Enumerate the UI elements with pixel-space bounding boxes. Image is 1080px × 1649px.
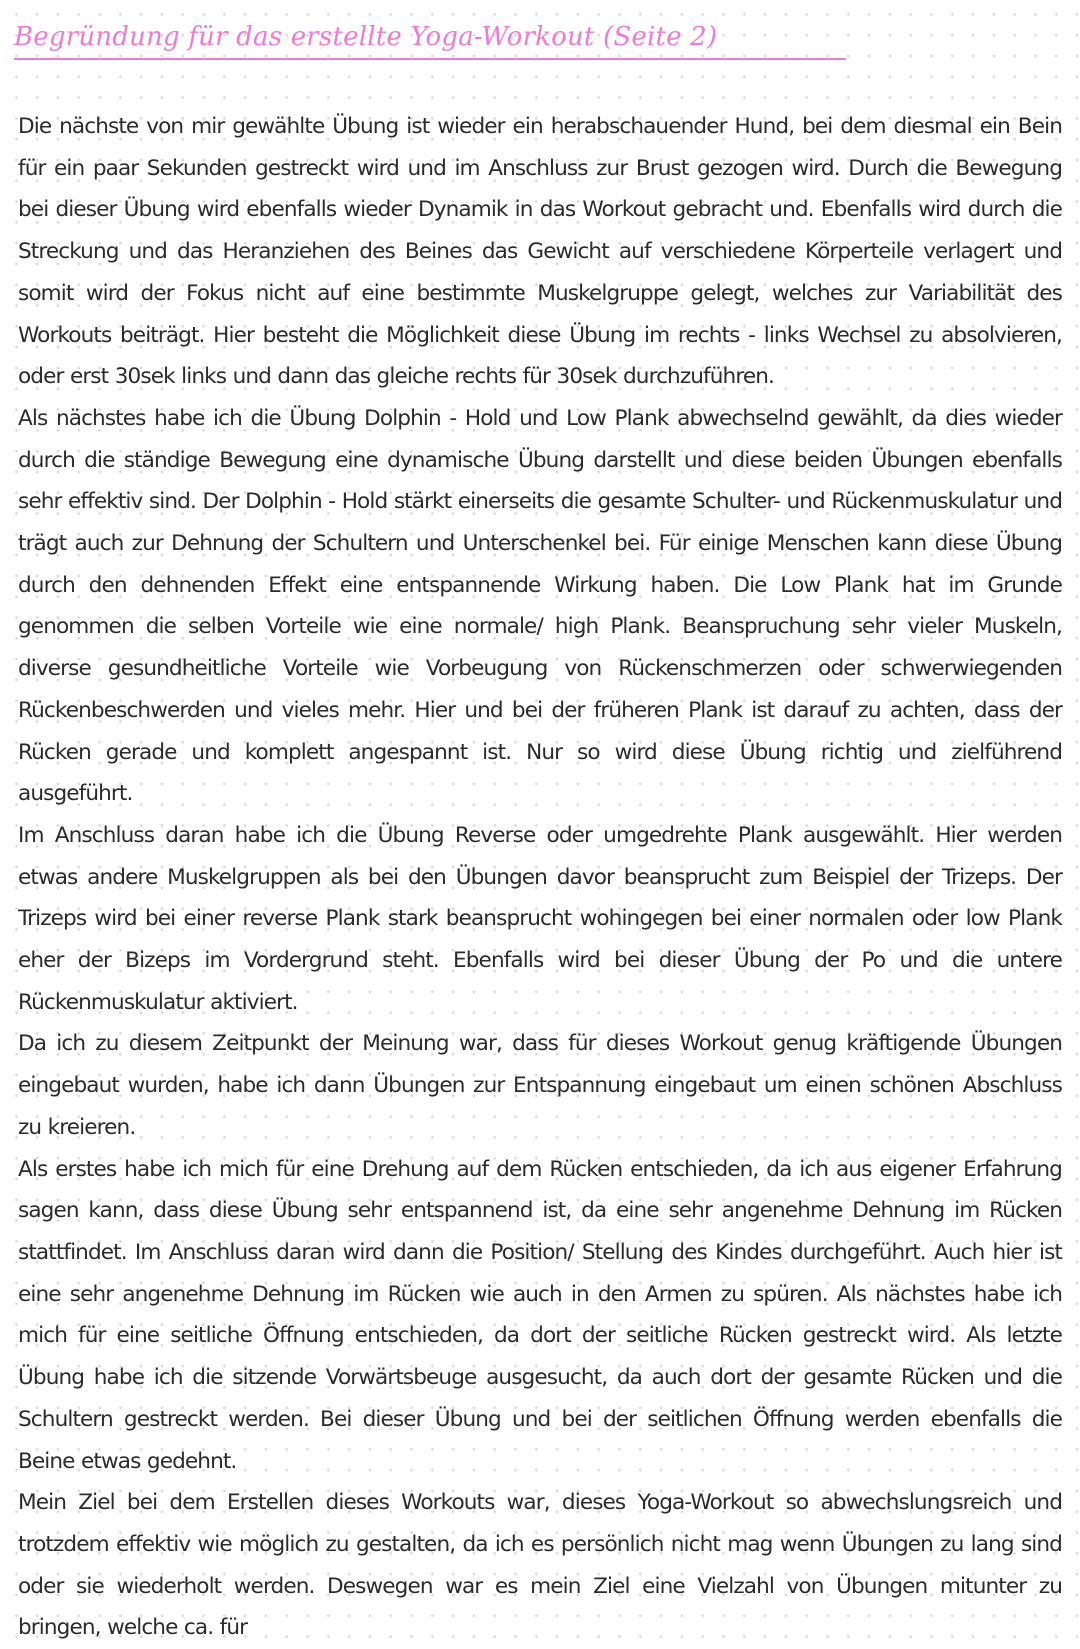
body-text bbox=[18, 106, 1062, 1649]
title-underline bbox=[14, 58, 846, 60]
page-title: Begründung für das erstellte Yoga-Workout (Seite 2) bbox=[14, 22, 718, 52]
paragraph: Als nächstes habe ich die Übung Dolphin - Hold und Low Plank abwechselnd gewählt, da dies wieder durch die ständige Bewegung eine dynamische Übung darstellt und diese beiden Übungen ebenfalls sehr effektiv sind. Der Dolphin - Hold stärkt einerseits die gesamte Schulter- und Rückenmuskulatur und trägt auch zur Dehnung der Schultern und Unterschenkel bei. Für einige Menschen kann diese Übung durch den dehnenden Effekt eine entspannende Wirkung haben. Die Low Plank hat im Grunde genommen die selben Vorteile wie eine normale/ high Plank. Beanspruchung sehr vieler Muskeln, diverse gesundheitliche Vorteile wie Vorbeugung von Rückenschmerzen oder schwerwiegenden Rückenbeschwerden und vieles mehr. Hier und bei der früheren Plank ist darauf zu achten, dass der Rücken gerade und komplett angespannt ist. Nur so wird diese Übung richtig und zielführend ausgeführt. bbox=[18, 405, 1062, 807]
title-block bbox=[14, 18, 846, 60]
paragraph: Im Anschluss daran habe ich die Übung Reverse oder umgedrehte Plank ausgewählt. Hier werden etwas andere Muskelgruppen als bei den Übungen davor beansprucht zum Beispiel der Trizeps. Der Trizeps wird bei einer reverse Plank stark beansprucht wohingegen bei einer normalen oder low Plank eher der Bizeps im Vordergrund steht. Ebenfalls wird bei dieser Übung der Po und die untere Rückenmuskulatur aktiviert. bbox=[18, 822, 1062, 1015]
paragraph: Mein Ziel bei dem Erstellen dieses Workouts war, dieses Yoga-Workout so abwechslungsreich und trotzdem effektiv wie möglich zu gestalten, da ich es persönlich nicht mag wenn Übungen zu lang sind oder sie wiederholt werden. Deswegen war es mein Ziel eine Vielzahl von Übungen mitunter zu bringen, welche ca. für bbox=[18, 1490, 1062, 1641]
paragraph: Da ich zu diesem Zeitpunkt der Meinung war, dass für dieses Workout genug kräftigende Übungen eingebaut wurden, habe ich dann Übungen zur Entspannung eingebaut um einen schönen Abschluss zu kreieren. bbox=[18, 1031, 1062, 1140]
paragraph: Die nächste von mir gewählte Übung ist wieder ein herabschauender Hund, bei dem diesmal ein Bein für ein paar Sekunden gestreckt wird und im Anschluss zur Brust gezogen wird. Durch die Bewegung bei dieser Übung wird ebenfalls wieder Dynamik in das Workout gebracht und. Ebenfalls wird durch die Streckung und das Heranziehen des Beines das Gewicht auf verschiedene Körperteile verlagert und somit wird der Fokus nicht auf eine bestimmte Muskelgruppe gelegt, welches zur Variabilität des Workouts beiträgt. Hier besteht die Möglichkeit diese Übung im rechts - links Wechsel zu absolvieren, oder erst 30sek links und dann das gleiche rechts für 30sek durchzuführen. bbox=[18, 114, 1062, 390]
paragraph: Als erstes habe ich mich für eine Drehung auf dem Rücken entschieden, da ich aus eigener Erfahrung sagen kann, dass diese Übung sehr entspannend ist, da eine sehr angenehme Dehnung im Rücken stattfindet. Im Anschluss daran wird dann die Position/ Stellung des Kindes durchgeführt. Auch hier ist eine sehr angenehme Dehnung im Rücken wie auch in den Armen zu spüren. Als nächstes habe ich mich für eine seitliche Öffnung entschieden, da dort der seitliche Rücken gestreckt wird. Als letzte Übung habe ich die sitzende Vorwärtsbeuge ausgesucht, da auch dort der gesamte Rücken und die Schultern gestreckt werden. Bei dieser Übung und bei der seitlichen Öffnung werden ebenfalls die Beine etwas gedehnt. bbox=[18, 1156, 1062, 1474]
